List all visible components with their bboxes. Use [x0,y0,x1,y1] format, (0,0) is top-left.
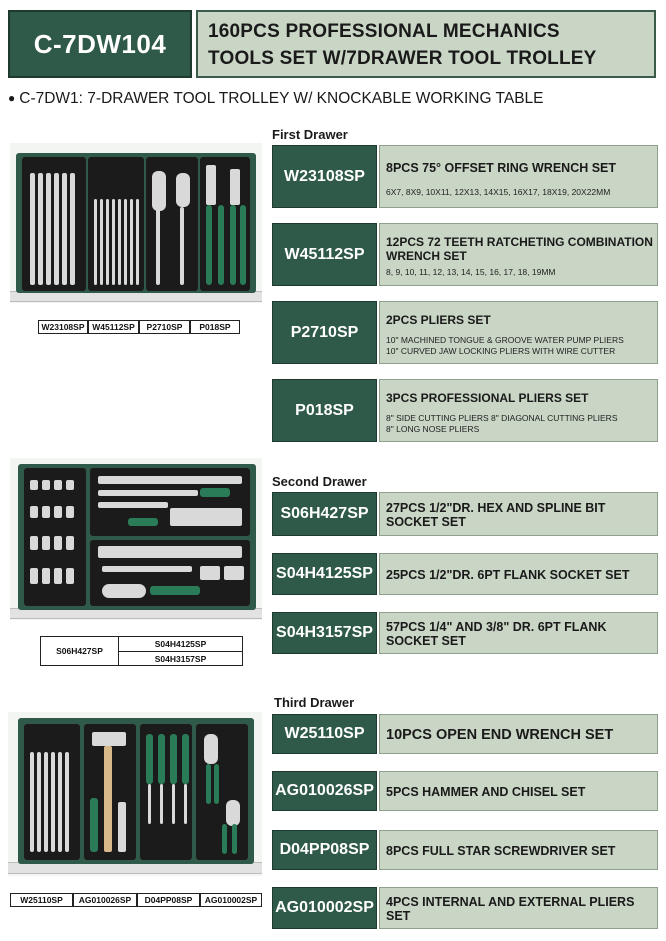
drawer3-label-w25110sp: W25110SP [10,893,73,907]
item-spec: 10" MACHINED TONGUE & GROOVE WATER PUMP PLIERS 10" CURVED JAW LOCKING PLIERS WITH WIRE CUTTER [386,335,624,356]
item-description [379,492,658,536]
drawer1-label-w45112sp: W45112SP [88,320,139,334]
trolley-description-text: C-7DW1: 7-DRAWER TOOL TROLLEY W/ KNOCKABLE WORKING TABLE [19,90,544,107]
item-name: 3PCS PROFESSIONAL PLIERS SET [386,391,589,405]
item-row-p2710sp [272,301,658,364]
bullet-icon: ● [8,91,16,105]
catalog-code: C-7DW104 [8,10,192,78]
item-description [379,223,658,286]
third-drawer-image [8,712,262,876]
second-drawer-image [10,458,262,620]
section-title-first-drawer: First Drawer [272,127,348,142]
item-code: S06H427SP [272,492,377,536]
item-row-s06h427sp [272,492,658,536]
item-code: D04PP08SP [272,830,377,870]
drawer2-label-s04h4125sp: S04H4125SP [118,636,243,652]
drawer3-label-d04pp08sp: D04PP08SP [137,893,200,907]
item-spec: 8" SIDE CUTTING PLIERS 8" DIAGONAL CUTTING PLIERS 8" LONG NOSE PLIERS [386,413,618,434]
item-description [379,771,658,811]
item-description [379,145,658,208]
item-description [379,379,658,442]
section-title-third-drawer: Third Drawer [274,695,355,710]
item-code: AG010002SP [272,887,377,929]
drawer1-label-p2710sp: P2710SP [139,320,190,334]
item-description [379,553,658,595]
item-code: P018SP [272,379,377,442]
item-name: 27PCS 1/2"DR. HEX AND SPLINE BIT SOCKET SET [386,500,606,529]
item-name: 57PCS 1/4" AND 3/8" DR. 6PT FLANK SOCKET SET [386,619,607,648]
item-code: W23108SP [272,145,377,208]
item-name: 12PCS 72 TEETH RATCHETING COMBINATION WRENCH SET [386,235,653,263]
item-name: 8PCS FULL STAR SCREWDRIVER SET [386,843,616,858]
item-row-d04pp08sp [272,830,658,870]
item-row-w45112sp [272,223,658,286]
drawer2-label-s04h3157sp: S04H3157SP [118,651,243,666]
item-row-w25110sp [272,714,658,754]
drawer1-label-p018sp: P018SP [190,320,240,334]
item-row-ag010026sp [272,771,658,811]
item-spec: 6X7, 8X9, 10X11, 12X13, 14X15, 16X17, 18X19, 20X22MM [386,187,611,197]
drawer2-label-s06h427sp: S06H427SP [40,636,119,666]
item-row-ag010002sp [272,887,658,929]
item-spec: 8, 9, 10, 11, 12, 13, 14, 15, 16, 17, 18, 19MM [386,267,556,277]
item-name: 10PCS OPEN END WRENCH SET [386,726,614,743]
item-name: 25PCS 1/2"DR. 6PT FLANK SOCKET SET [386,567,630,582]
item-description [379,830,658,870]
item-description [379,887,658,929]
item-row-s04h4125sp [272,553,658,595]
title-line-2: TOOLS SET W/7DRAWER TOOL TROLLEY [208,48,597,69]
item-code: W25110SP [272,714,377,754]
item-name: 5PCS HAMMER AND CHISEL SET [386,784,586,799]
drawer1-label-w23108sp: W23108SP [38,320,88,334]
catalog-title [196,10,656,78]
section-title-second-drawer: Second Drawer [272,474,367,489]
item-description [379,301,658,364]
item-code: S04H3157SP [272,612,377,654]
item-row-w23108sp [272,145,658,208]
item-description [379,714,658,754]
item-name: 8PCS 75° OFFSET RING WRENCH SET [386,161,617,175]
first-drawer-image [10,143,262,303]
title-line-1: 160PCS PROFESSIONAL MECHANICS [208,21,560,42]
item-code: W45112SP [272,223,377,286]
item-description [379,612,658,654]
drawer3-label-ag010026sp: AG010026SP [73,893,137,907]
item-name: 4PCS INTERNAL AND EXTERNAL PLIERS SET [386,894,635,923]
drawer3-label-ag010002sp: AG010002SP [200,893,262,907]
trolley-description [8,90,544,108]
item-code: P2710SP [272,301,377,364]
item-row-s04h3157sp [272,612,658,654]
item-code: S04H4125SP [272,553,377,595]
item-code: AG010026SP [272,771,377,811]
item-name: 2PCS PLIERS SET [386,313,491,327]
item-row-p018sp [272,379,658,442]
